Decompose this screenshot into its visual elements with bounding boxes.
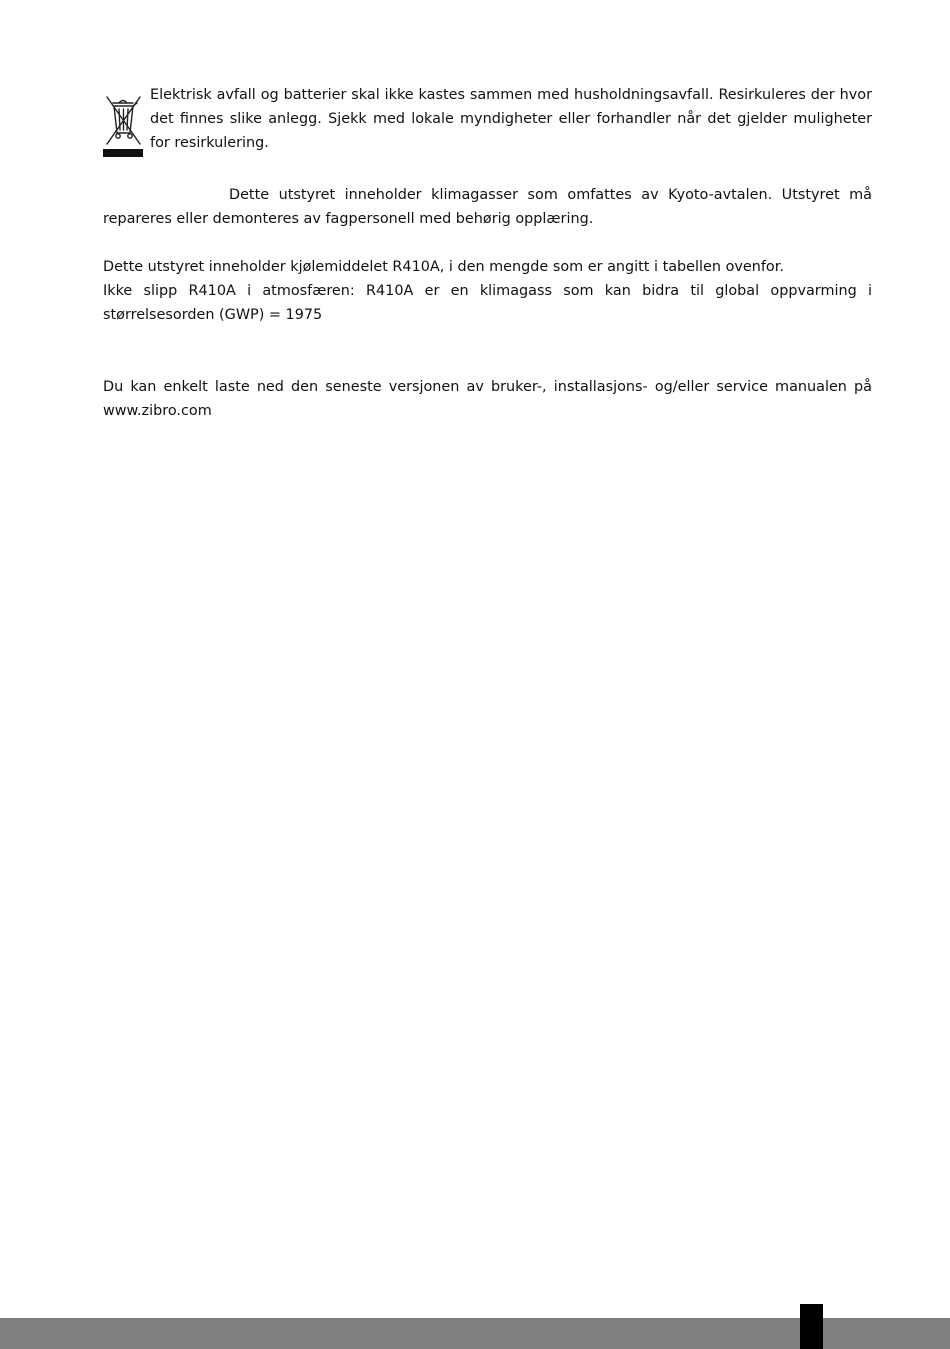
refrigerant-line-1: Dette utstyret inneholder kjølemiddelet R410A, i den mengde som er angitt i tabellen ovenfor. (103, 259, 784, 275)
page-tab-marker (800, 1304, 823, 1349)
document-body (103, 83, 872, 423)
refrigerant-notice (103, 255, 872, 327)
weee-text: Elektrisk avfall og batterier skal ikke kastes sammen med husholdningsavfall. Resirkuleres der hvor det finnes slike anlegg. Sjekk med lokale myndigheter eller forhandler når det gjelder muligheter for resirkulering. (150, 87, 872, 151)
kyoto-notice: Dette utstyret inneholder klimagasser som omfattes av Kyoto-avtalen. Utstyret må repareres eller demonteres av fagpersonell med behørig opplæring. (103, 187, 872, 227)
weee-notice (103, 83, 872, 159)
download-notice: Du kan enkelt laste ned den seneste versjonen av bruker-, installasjons- og/eller service manualen på www.zibro.com (103, 379, 872, 419)
refrigerant-line-2: Ikke slipp R410A i atmosfæren: R410A er en klimagass som kan bidra til global oppvarming i størrelsesorden (GWP) = 1975 (103, 283, 872, 323)
crossed-out-wheelie-bin-icon (103, 89, 143, 159)
